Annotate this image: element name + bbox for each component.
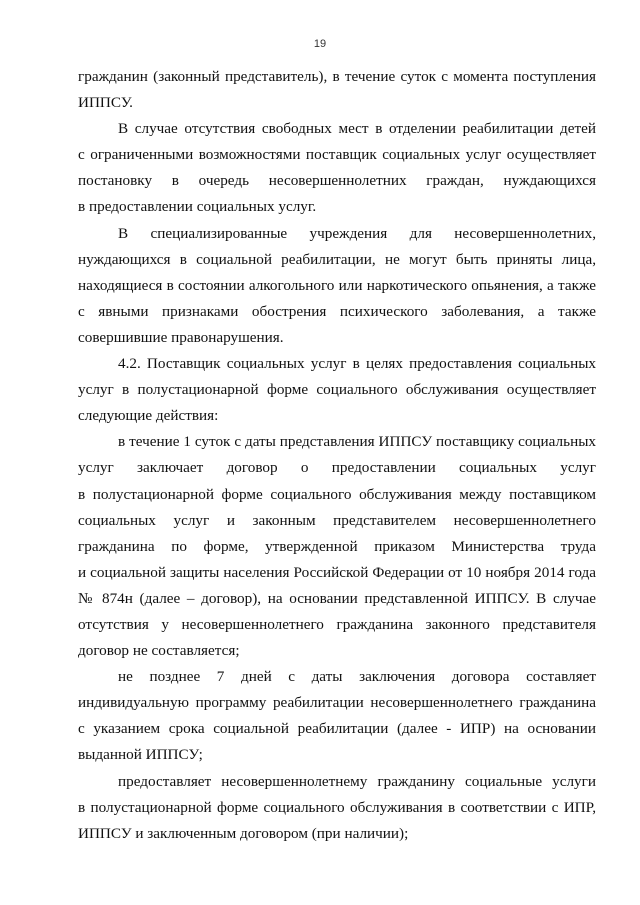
- text-line: предоставляет несовершеннолетнему гражданину социальные услуги: [118, 772, 596, 790]
- text-line: отсутствия у несовершеннолетнего гражданина законного представителя: [78, 615, 596, 633]
- text-line: и социальной защиты населения Российской Федерации от 10 ноября 2014 года: [78, 563, 596, 581]
- text-line: с указанием срока социальной реабилитации (далее - ИПР) на основании: [78, 720, 596, 738]
- text-line: следующие действия:: [78, 407, 219, 425]
- text-line: индивидуальную программу реабилитации несовершеннолетнего гражданина: [78, 694, 596, 712]
- text-line: находящиеся в состоянии алкогольного или наркотического опьянения, а также: [78, 276, 596, 294]
- text-line: с ограниченными возможностями поставщик социальных услуг осуществляет: [78, 146, 596, 164]
- text-line: не позднее 7 дней с даты заключения договора составляет: [118, 668, 596, 686]
- text-line: с явными признаками обострения психического заболевания, а также: [78, 302, 596, 320]
- paragraph: [78, 221, 596, 351]
- text-line: гражданина по форме, утвержденной приказом Министерства труда: [78, 537, 596, 555]
- text-line: ИППСУ и заключенным договором (при наличии);: [78, 824, 409, 842]
- text-line: № 874н (далее – договор), на основании представленной ИППСУ. В случае: [78, 589, 596, 607]
- text-line: совершившие правонарушения.: [78, 328, 284, 346]
- paragraph: [78, 116, 596, 220]
- text-line: в полустационарной форме социального обслуживания в соответствии с ИПР,: [78, 798, 596, 816]
- paragraph: [78, 769, 596, 847]
- text-line: постановку в очередь несовершеннолетних граждан, нуждающихся: [78, 172, 596, 190]
- text-line: в полустационарной форме социального обслуживания между поставщиком: [78, 485, 596, 503]
- text-line: в предоставлении социальных услуг.: [78, 198, 317, 216]
- text-line: ИППСУ.: [78, 94, 133, 112]
- paragraph: [78, 429, 596, 664]
- text-line: нуждающихся в социальной реабилитации, не могут быть приняты лица,: [78, 250, 596, 268]
- text-line: услуг заключает договор о предоставлении социальных услуг: [78, 459, 596, 477]
- page-number: 19: [313, 38, 327, 50]
- text-line: социальных услуг и законным представителем несовершеннолетнего: [78, 511, 596, 529]
- text-line: услуг в полустационарной форме социального обслуживания осуществляет: [78, 381, 596, 399]
- document-body: [78, 64, 596, 847]
- text-line: В случае отсутствия свободных мест в отделении реабилитации детей: [118, 120, 596, 138]
- paragraph: [78, 664, 596, 768]
- text-line: гражданин (законный представитель), в течение суток с момента поступления: [78, 68, 596, 85]
- text-line: выданной ИППСУ;: [78, 746, 203, 764]
- paragraph: [78, 64, 596, 116]
- text-line: В специализированные учреждения для несовершеннолетних,: [118, 224, 596, 242]
- paragraph: [78, 351, 596, 429]
- text-line: в течение 1 суток с даты представления ИППСУ поставщику социальных: [118, 433, 596, 451]
- text-line: 4.2. Поставщик социальных услуг в целях предоставления социальных: [118, 355, 596, 373]
- text-line: договор не составляется;: [78, 642, 240, 660]
